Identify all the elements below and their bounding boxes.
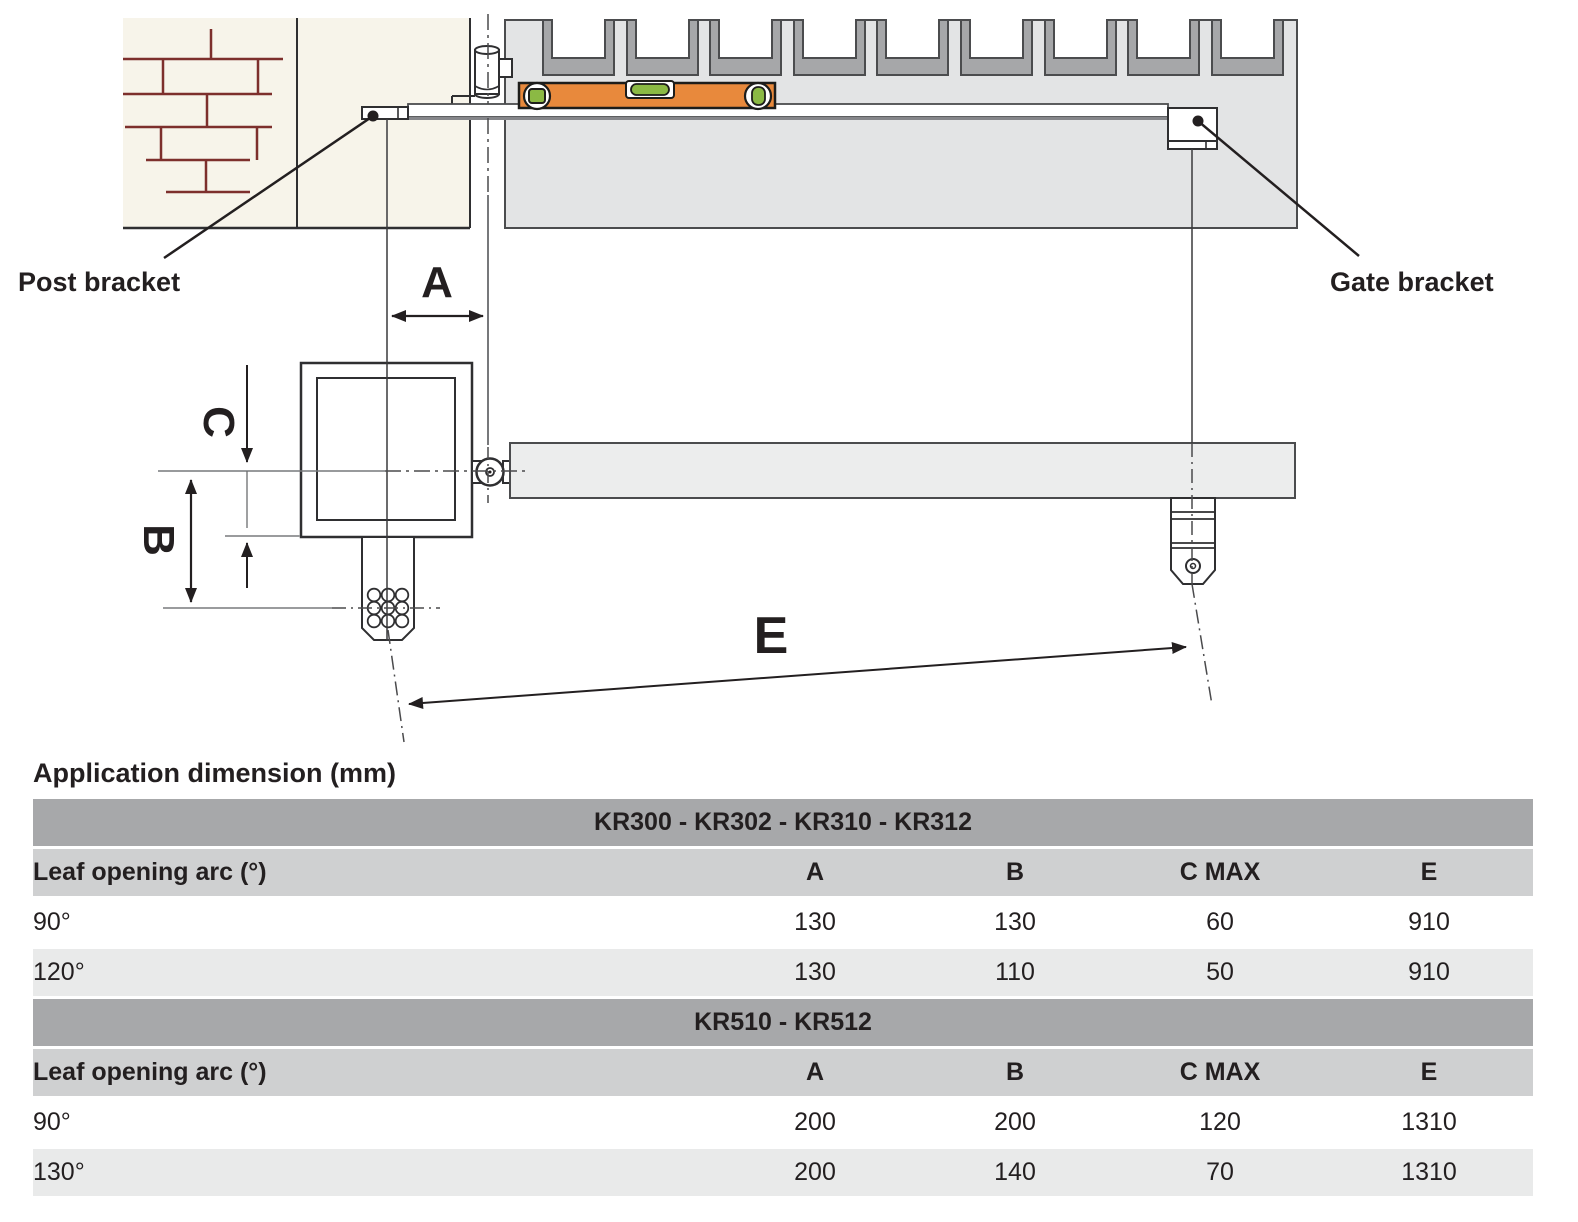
mounting-plate xyxy=(362,537,414,640)
table-row xyxy=(33,949,1533,999)
spirit-level xyxy=(519,81,775,109)
table-header-row xyxy=(33,1049,1533,1099)
column-header-arc: Leaf opening arc (°) xyxy=(33,849,715,899)
column-header-e: E xyxy=(1325,849,1533,899)
dim-e-value: 1310 xyxy=(1325,1099,1533,1149)
brick-wall xyxy=(123,18,470,228)
dim-cmax-value: 50 xyxy=(1115,949,1325,999)
table-title: Application dimension (mm) xyxy=(33,758,397,788)
dim-a-label: A xyxy=(421,258,453,307)
dim-b-value: 140 xyxy=(915,1149,1115,1199)
column-header-a: A xyxy=(715,1049,915,1099)
dim-b-value: 130 xyxy=(915,899,1115,949)
table-section-band xyxy=(33,999,1533,1049)
dim-cmax-value: 120 xyxy=(1115,1099,1325,1149)
dim-a-value: 130 xyxy=(715,949,915,999)
dim-b-label: B xyxy=(134,524,183,556)
table-section-band xyxy=(33,799,1533,849)
level-vial-center xyxy=(626,81,674,98)
dim-a-value: 200 xyxy=(715,1099,915,1149)
column-header-arc: Leaf opening arc (°) xyxy=(33,1049,715,1099)
dim-cmax-value: 60 xyxy=(1115,899,1325,949)
application-dimension-table xyxy=(33,799,1533,1199)
post-bracket-label: Post bracket xyxy=(18,267,181,297)
section-title: KR510 - KR512 xyxy=(33,999,1533,1049)
dim-e-arrow xyxy=(409,647,1186,704)
arm-pivot xyxy=(472,459,512,486)
table-row xyxy=(33,899,1533,949)
gate-windows xyxy=(543,12,1283,75)
table-row xyxy=(33,1149,1533,1199)
gate-bracket-side xyxy=(1171,498,1215,584)
arc-value: 130° xyxy=(33,1149,715,1199)
level-vial-right xyxy=(745,83,771,109)
dim-a-value: 130 xyxy=(715,899,915,949)
dim-a-value: 200 xyxy=(715,1149,915,1199)
column-header-a: A xyxy=(715,849,915,899)
column-header-cmax: C MAX xyxy=(1115,1049,1325,1099)
level-vial-left xyxy=(524,83,550,109)
dim-b-value: 110 xyxy=(915,949,1115,999)
column-header-b: B xyxy=(915,1049,1115,1099)
arc-value: 90° xyxy=(33,1099,715,1149)
dim-b-value: 200 xyxy=(915,1099,1115,1149)
table-header-row xyxy=(33,849,1533,899)
dim-e-label: E xyxy=(753,607,789,665)
column-header-e: E xyxy=(1325,1049,1533,1099)
table-row xyxy=(33,1099,1533,1149)
dim-cmax-value: 70 xyxy=(1115,1149,1325,1199)
arc-value: 120° xyxy=(33,949,715,999)
column-header-b: B xyxy=(915,849,1115,899)
dim-e-value: 1310 xyxy=(1325,1149,1533,1199)
lower-arm xyxy=(510,443,1295,498)
dim-e-value: 910 xyxy=(1325,899,1533,949)
dim-e-value: 910 xyxy=(1325,949,1533,999)
dim-c-label: C xyxy=(194,406,243,438)
section-title: KR300 - KR302 - KR310 - KR312 xyxy=(33,799,1533,849)
arc-value: 90° xyxy=(33,899,715,949)
gate-bracket-label: Gate bracket xyxy=(1330,267,1494,297)
column-header-cmax: C MAX xyxy=(1115,849,1325,899)
